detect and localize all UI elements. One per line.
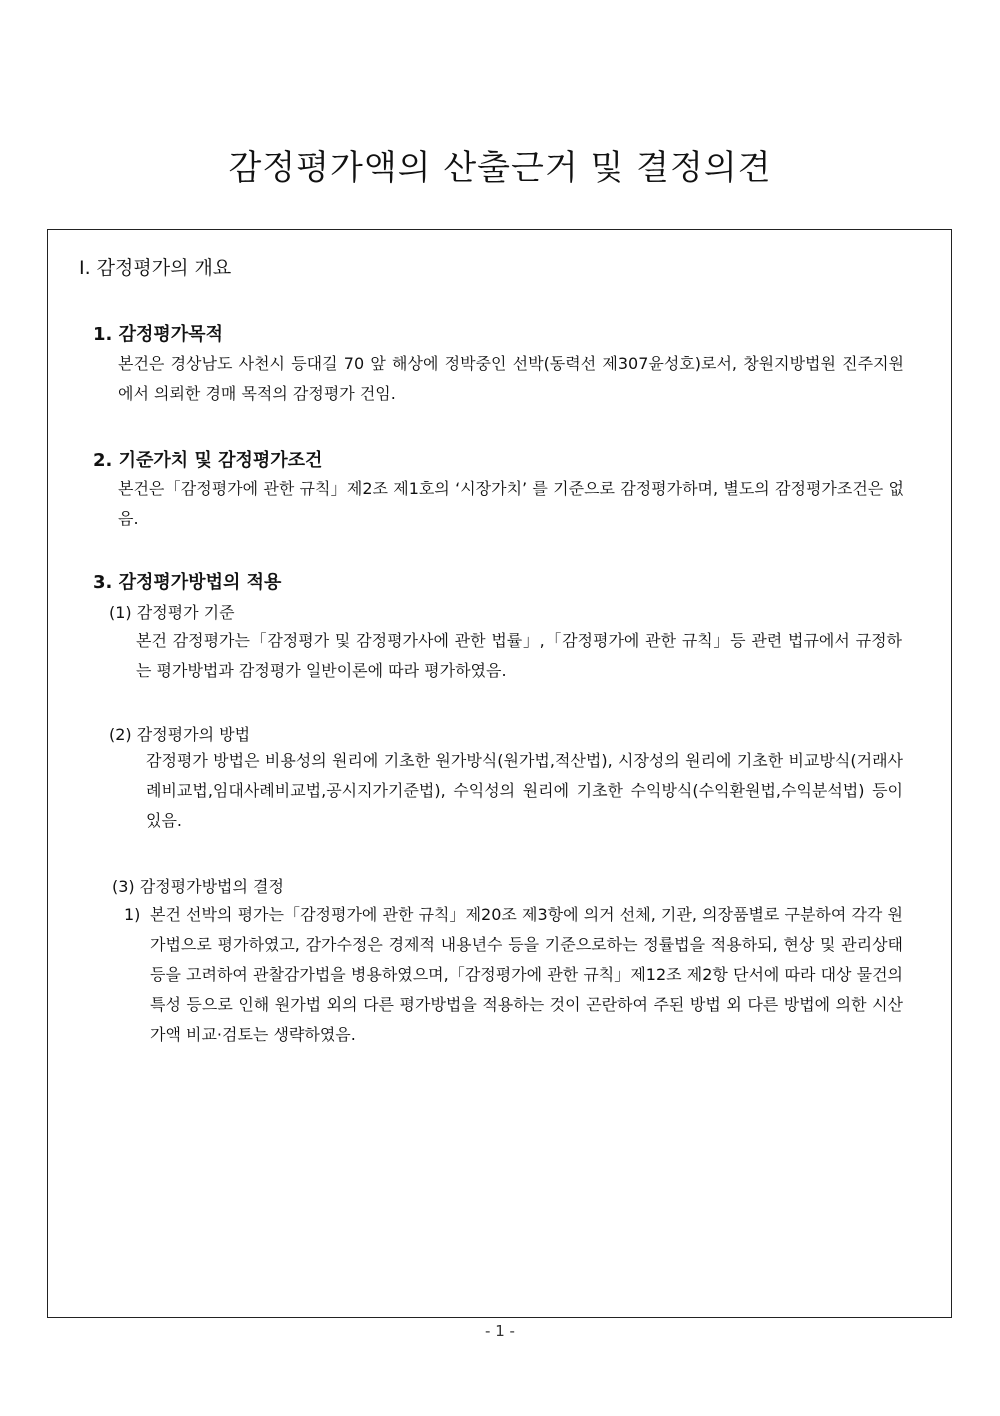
subheading-method-application: 3. 감정평가방법의 적용 [93,572,282,593]
item-label-methods: (2) 감정평가의 방법 [109,725,251,744]
paragraph-purpose: 본건은 경상남도 사천시 등대길 70 앞 해상에 정박중인 선박(동력선 제307윤성호)로서, 창원지방법원 진주지원에서 의뢰한 경매 목적의 감정평가 건임. [118,354,904,403]
item-label-standard: (1) 감정평가 기준 [109,603,235,622]
page-number: - 1 - [485,1322,515,1340]
paragraph-standard: 본건 감정평가는「감정평가 및 감정평가사에 관한 법률」,「감정평가에 관한 규칙」등 관련 법규에서 규정하는 평가방법과 감정평가 일반이론에 따라 평가하였음. [136,631,902,680]
paragraph-methods: 감정평가 방법은 비용성의 원리에 기초한 원가방식(원가법,적산법), 시장성의 원리에 기초한 비교방식(거래사례비교법,임대사례비교법,공시지가기준법), 수익성의 원리에 기초한 수익방식(수익환원법,수익분석법) 등이 있음. [146,751,903,830]
paragraph-value-basis: 본건은「감정평가에 관한 규칙」제2조 제1호의 ‘시장가치’ 를 기준으로 감정평가하며, 별도의 감정평가조건은 없음. [118,479,904,528]
subheading-purpose: 1. 감정평가목적 [93,324,223,345]
section-heading-overview: Ⅰ. 감정평가의 개요 [79,257,232,279]
item-label-decision: (3) 감정평가방법의 결정 [112,877,284,896]
subheading-value-basis: 2. 기준가치 및 감정평가조건 [93,450,323,471]
point-number: 1) [124,905,141,924]
document-title: 감정평가액의 산출근거 및 결정의견 [228,148,772,188]
paragraph-decision: 본건 선박의 평가는「감정평가에 관한 규칙」제20조 제3항에 의거 선체, 기관, 의장품별로 구분하여 각각 원가법으로 평가하였고, 감가수정은 경제적 내용년수 등을 기준으로하는 정률법을 적용하되, 현상 및 관리상태 등을 고려하여 관찰감가법을 병용하였으며,「감정평가에 관한 규칙」제12조 제2항 단서에 따라 대상 물건의 특성 등으로 인해 원가법 외의 다른 평가방법을 적용하는 것이 곤란하여 주된 방법 외 다른 방법에 의한 시산가액 비교·검토는 생략하였음. [150,905,903,1044]
